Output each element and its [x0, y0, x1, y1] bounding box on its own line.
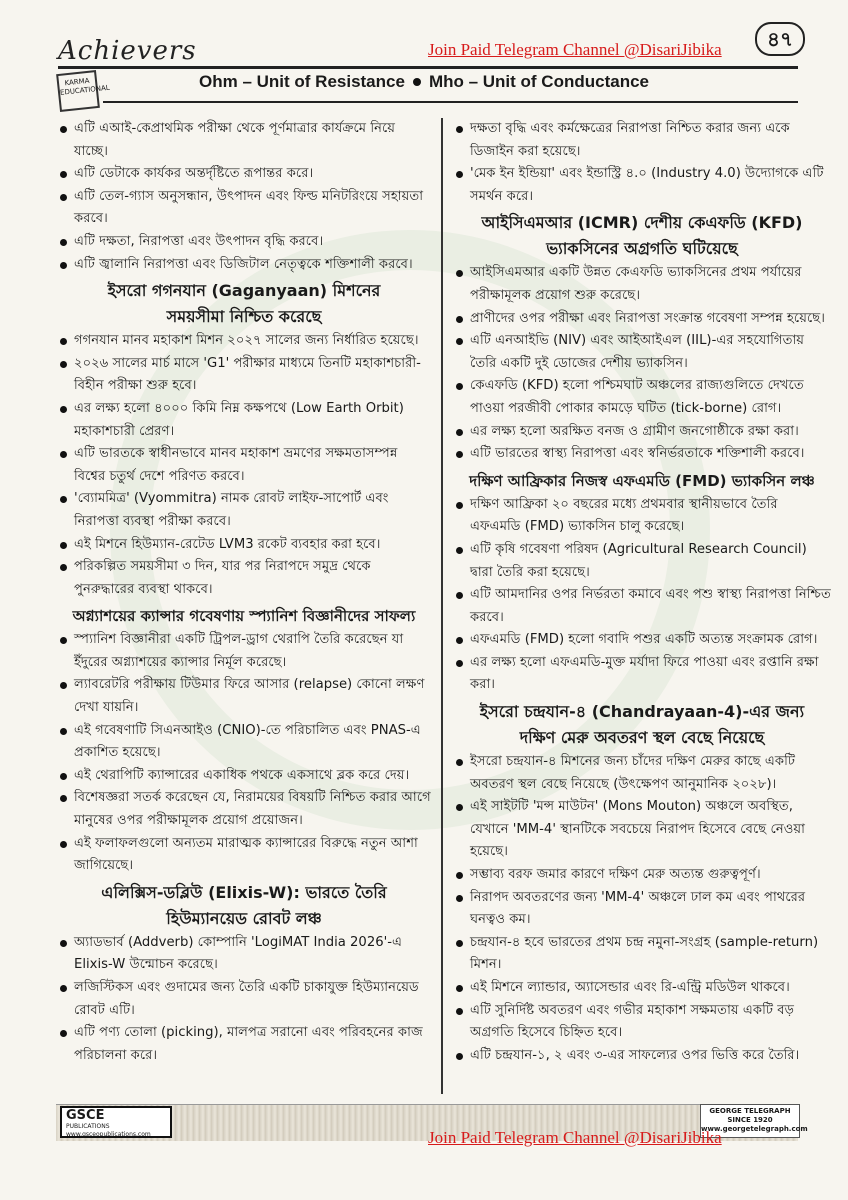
right-column [452, 118, 832, 1067]
section-title-line: হিউম্যানয়েড রোবট লঞ্চ [166, 908, 322, 928]
list-item: সম্ভাব্য বরফ জমার কারণে দক্ষিণ মেরু অত্যন্ত গুরুত্বপূর্ণ। [452, 864, 832, 887]
list-item: এর লক্ষ্য হলো ৪০০০ কিমি নিম্ন কক্ষপথে (Low Earth Orbit) মহাকাশচারী প্রেরণ। [56, 398, 432, 443]
list-item: চন্দ্রযান-৪ হবে ভারতের প্রথম চন্দ্র নমুনা-সংগ্রহ (sample-return) মিশন। [452, 932, 832, 977]
list-item: এটি দক্ষতা, নিরাপত্তা এবং উৎপাদন বৃদ্ধি করবে। [56, 231, 432, 254]
list-item: দক্ষতা বৃদ্ধি এবং কর্মক্ষেত্রের নিরাপত্তা নিশ্চিত করার জন্য একে ডিজাইন করা হয়েছে। [452, 118, 832, 163]
list-item: বিশেষজ্ঞরা সতর্ক করেছেন যে, নিরাময়ের বিষয়টি নিশ্চিত করার আগে মানুষের ওপর পরীক্ষামূলক প্রয়োগ প্রয়োজন। [56, 787, 432, 832]
section-title-chandrayaan [452, 699, 832, 751]
list-item: এটি ভারতকে স্বাধীনভাবে মানব মহাকাশ ভ্রমণের সক্ষমতাসম্পন্ন বিশ্বের চতুর্থ দেশে পরিণত করবে। [56, 443, 432, 488]
section-title-line: দক্ষিণ মেরু অবতরণ স্থল বেছে নিয়েছে [519, 728, 765, 748]
gsce-sub: PUBLICATIONS [66, 1123, 110, 1130]
tagline-right: Mho – Unit of Conductance [428, 72, 649, 91]
section-title-kfd [452, 210, 832, 262]
page-number: ৪৭ [755, 22, 805, 56]
list-item: এই মিশনে হিউম্যান-রেটেড LVM3 রকেট ব্যবহার করা হবে। [56, 534, 432, 557]
list-item: ল্যাবরেটরি পরীক্ষায় টিউমার ফিরে আসার (relapse) কোনো লক্ষণ দেখা যায়নি। [56, 674, 432, 719]
list-item: এটি কৃষি গবেষণা পরিষদ (Agricultural Research Council) দ্বারা তৈরি করা হয়েছে। [452, 539, 832, 584]
gsce-logo [60, 1106, 172, 1138]
tagline-rule [103, 101, 798, 103]
list-item: 'ব্যোমমিত্র' (Vyommitra) নামক রোবট লাইফ-সাপোর্ট এবং নিরাপত্তা ব্যবস্থা পরীক্ষা করবে। [56, 488, 432, 533]
list-item: অ্যাডভার্ব (Addverb) কোম্পানি 'LogiMAT India 2026'-এ Elixis-W উন্মোচন করেছে। [56, 932, 432, 977]
george-name: GEORGE TELEGRAPH [709, 1107, 791, 1115]
list-item: এই মিশনে ল্যান্ডার, অ্যাসেন্ডার এবং রি-এন্ট্রি মডিউল থাকবে। [452, 977, 832, 1000]
list-item: নিরাপদ অবতরণের জন্য 'MM-4' অঞ্চলে ঢাল কম এবং পাথরের ঘনত্বও কম। [452, 887, 832, 932]
list-item: এটি এনআইভি (NIV) এবং আইআইএল (IIL)-এর সহযোগিতায় তৈরি একটি দুই ডোজের দেশীয় ভ্যাকসিন। [452, 330, 832, 375]
list-item: পরিকল্পিত সময়সীমা ৩ দিন, যার পর নিরাপদে সমুদ্র থেকে পুনরুদ্ধারের ব্যবস্থা থাকবে। [56, 556, 432, 601]
list-item: ইসরো চন্দ্রযান-৪ মিশনের জন্য চাঁদের দক্ষিণ মেরুর কাছে একটি অবতরণ স্থল বেছে নিয়েছে (উৎক্ষেপণ আনুমানিক ২০২৮)। [452, 751, 832, 796]
column-divider [441, 118, 443, 1094]
section-title-cancer: অগ্ন্যাশয়ের ক্যান্সার গবেষণায় স্প্যানিশ বিজ্ঞানীদের সাফল্য [72, 607, 416, 626]
list-item: এই থেরাপিটি ক্যান্সারের একাধিক পথকে একসাথে ব্লক করে দেয়। [56, 765, 432, 788]
list-item: এর লক্ষ্য হলো এফএমডি-মুক্ত মর্যাদা ফিরে পাওয়া এবং রপ্তানি রক্ষা করা। [452, 652, 832, 697]
header-rule [58, 66, 798, 69]
list-item: ২০২৬ সালের মার্চ মাসে 'G1' পরীক্ষার মাধ্যমে তিনটি মহাকাশচারী-বিহীন পরীক্ষা শুরু হবে। [56, 353, 432, 398]
list-item: স্প্যানিশ বিজ্ঞানীরা একটি ট্রিপল-ড্রাগ থেরাপি তৈরি করেছেন যা ইঁদুরের অগ্ন্যাশয়ের ক্যান্সার নির্মূল করেছে। [56, 629, 432, 674]
list-item: এটি চন্দ্রযান-১, ২ এবং ৩-এর সাফল্যের ওপর ভিত্তি করে তৈরি। [452, 1045, 832, 1068]
section-title-line: ইসরো চন্দ্রযান-৪ (Chandrayaan-4)-এর জন্য [479, 702, 805, 722]
list-item: আইসিএমআর একটি উন্নত কেএফডি ভ্যাকসিনের প্রথম পর্যায়ের পরীক্ষামূলক প্রয়োগ শুরু করেছে। [452, 262, 832, 307]
tagline [0, 72, 848, 92]
telegram-link-top[interactable]: Join Paid Telegram Channel @DisariJibika [428, 40, 722, 59]
list-item: এফএমডি (FMD) হলো গবাদি পশুর একটি অত্যন্ত সংক্রামক রোগ। [452, 629, 832, 652]
list-item: এটি ডেটাকে কার্যকর অন্তর্দৃষ্টিতে রূপান্তর করে। [56, 163, 432, 186]
section-title-line: সময়সীমা নিশ্চিত করেছে [166, 307, 322, 327]
section-title-line: এলিক্সিস-ডব্লিউ (Elixis-W): ভারতে তৈরি [101, 882, 387, 902]
list-item: এটি পণ্য তোলা (picking), মালপত্র সরানো এবং পরিবহনের কাজ পরিচালনা করে। [56, 1022, 432, 1067]
left-column [56, 118, 432, 1067]
list-item: গগনযান মানব মহাকাশ মিশন ২০২৭ সালের জন্য নির্ধারিত হয়েছে। [56, 330, 432, 353]
list-item: এটি সুনির্দিষ্ট অবতরণ এবং গভীর মহাকাশ সক্ষমতায় একটি বড় অগ্রগতি হিসেবে চিহ্নিত হবে। [452, 1000, 832, 1045]
list-item: এই সাইটটি 'মন্স মাউটন' (Mons Mouton) অঞ্চলে অবস্থিত, যেখানে 'MM-4' স্থানটিকে সবচেয়ে নিরাপদ হিসেবে বেছে নেওয়া হয়েছে। [452, 796, 832, 864]
gsce-url: www.gsceopublications.com [66, 1131, 151, 1138]
list-item: এটি আমদানির ওপর নির্ভরতা কমাবে এবং পশু স্বাস্থ্য নিরাপত্তা নিশ্চিত করবে। [452, 584, 832, 629]
list-item: এটি এআই-কেপ্রাথমিক পরীক্ষা থেকে পূর্ণমাত্রার কার্যক্রমে নিয়ে যাচ্ছে। [56, 118, 432, 163]
section-title-fmd: দক্ষিণ আফ্রিকার নিজস্ব এফএমডি (FMD) ভ্যাকসিন লঞ্চ [469, 471, 815, 490]
george-since: SINCE 1920 [727, 1116, 773, 1124]
tagline-left: Ohm – Unit of Resistance [199, 72, 405, 91]
list-item: এর লক্ষ্য হলো অরক্ষিত বনজ ও গ্রামীণ জনগোষ্ঠীকে রক্ষা করা। [452, 421, 832, 444]
list-item: লজিস্টিকস এবং গুদামের জন্য তৈরি একটি চাকাযুক্ত হিউম্যানয়েড রোবট এটি। [56, 977, 432, 1022]
bullet-dot-icon [413, 78, 421, 86]
george-url: www.georgetelegraph.com [701, 1125, 808, 1133]
list-item: এটি জ্বালানি নিরাপত্তা এবং ডিজিটাল নেতৃত্বকে শক্তিশালী করবে। [56, 254, 432, 277]
list-item: এই ফলাফলগুলো অন্যতম মারাত্মক ক্যান্সারের বিরুদ্ধে নতুন আশা জাগিয়েছে। [56, 833, 432, 878]
section-title-gaganyaan [56, 278, 432, 330]
list-item: প্রাণীদের ওপর পরীক্ষা এবং নিরাপত্তা সংক্রান্ত গবেষণা সম্পন্ন হয়েছে। [452, 308, 832, 331]
list-item: এটি ভারতের স্বাস্থ্য নিরাপত্তা এবং স্বনির্ভরতাকে শক্তিশালী করবে। [452, 443, 832, 466]
section-title-line: ভ্যাকসিনের অগ্রগতি ঘটিয়েছে [546, 239, 738, 259]
list-item: 'মেক ইন ইন্ডিয়া' এবং ইন্ডাস্ট্রি ৪.০ (Industry 4.0) উদ্যোগকে এটি সমর্থন করে। [452, 163, 832, 208]
header-brand: Achievers [58, 36, 197, 66]
list-item: কেএফডি (KFD) হলো পশ্চিমঘাট অঞ্চলের রাজ্যগুলিতে দেখতে পাওয়া পরজীবী পোকার কামড়ে ঘটিত (tick-borne) রোগ। [452, 375, 832, 420]
karma-logo: KARMA EDUCATIONAL [56, 70, 100, 112]
telegram-link-bottom[interactable]: Join Paid Telegram Channel @DisariJibika [428, 1128, 722, 1147]
section-title-line: ইসরো গগনযান (Gaganyaan) মিশনের [107, 281, 381, 301]
section-title-elixis [56, 880, 432, 932]
list-item: এই গবেষণাটি সিএনআইও (CNIO)-তে পরিচালিত এবং PNAS-এ প্রকাশিত হয়েছে। [56, 720, 432, 765]
gsce-name: GSCE [66, 1108, 105, 1123]
list-item: দক্ষিণ আফ্রিকা ২০ বছরের মধ্যে প্রথমবার স্থানীয়ভাবে তৈরি এফএমডি (FMD) ভ্যাকসিন চালু করেছে। [452, 494, 832, 539]
section-title-line: আইসিএমআর (ICMR) দেশীয় কেএফডি (KFD) [481, 213, 803, 233]
list-item: এটি তেল-গ্যাস অনুসন্ধান, উৎপাদন এবং ফিল্ড মনিটরিংয়ে সহায়তা করবে। [56, 186, 432, 231]
